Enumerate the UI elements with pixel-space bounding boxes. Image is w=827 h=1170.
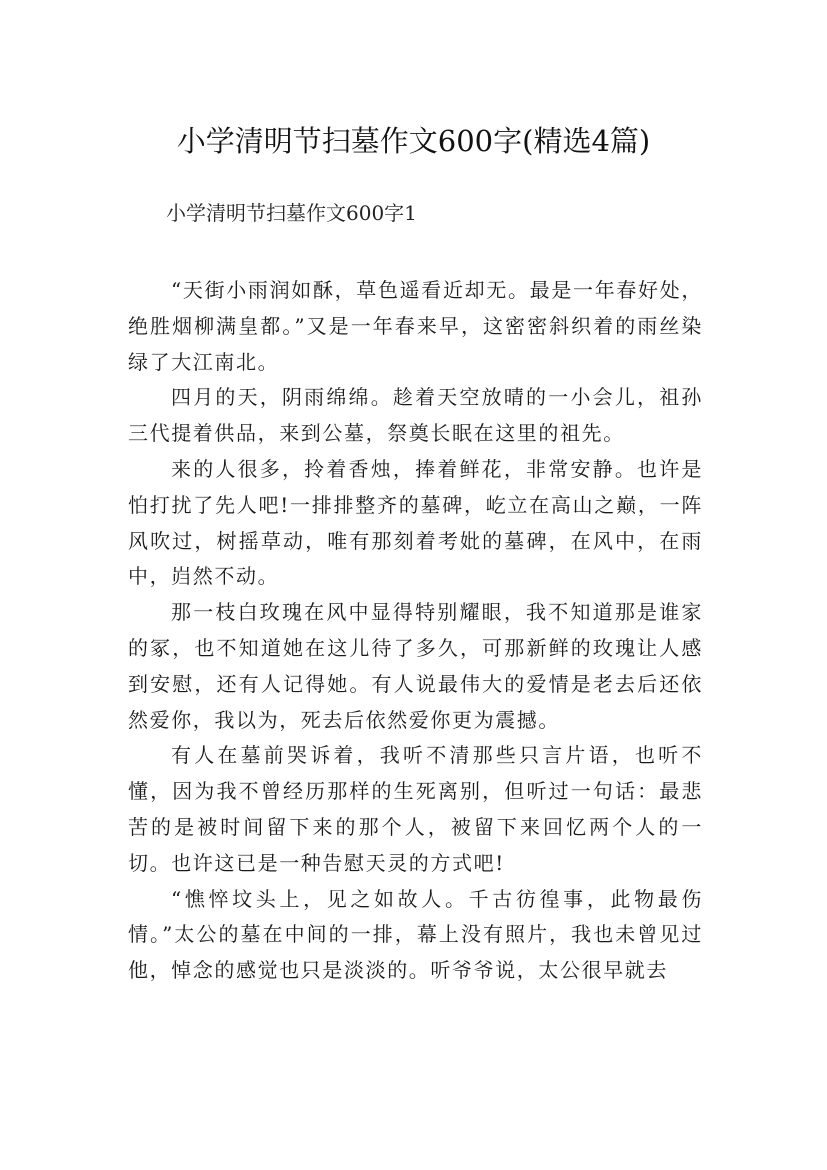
section-heading: 小学清明节扫墓作文600字1 bbox=[166, 201, 417, 225]
paragraph: 四月的天，阴雨绵绵。趁着天空放晴的一小会儿，祖孙三代提着供品，来到公墓，祭奠长眠在这里的祖先。 bbox=[128, 385, 703, 446]
document-body bbox=[128, 273, 703, 989]
paragraph: 那一枝白玫瑰在风中显得特别耀眼，我不知道那是谁家的冢，也不知道她在这儿待了多久，可那新鲜的玫瑰让人感到安慰，还有人记得她。有人说最伟大的爱情是老去后还依然爱你，我以为，死去后依然爱你更为震撼。 bbox=[128, 600, 703, 732]
document-title: 小学清明节扫墓作文600字(精选4篇) bbox=[176, 124, 651, 159]
paragraph: 有人在墓前哭诉着，我听不清那些只言片语，也听不懂，因为我不曾经历那样的生死离别，但听过一句话：最悲苦的是被时间留下来的那个人，被留下来回忆两个人的一切。也许这已是一种告慰天灵的方式吧! bbox=[128, 743, 703, 875]
paragraph: “憔悴坟头上，见之如故人。千古彷徨事，此物最伤情。”太公的墓在中间的一排，幕上没有照片，我也未曾见过他，悼念的感觉也只是淡淡的。听爷爷说，太公很早就去 bbox=[128, 886, 703, 983]
paragraph: 来的人很多，拎着香烛，捧着鲜花，非常安静。也许是怕打扰了先人吧!一排排整齐的墓碑，屹立在高山之巅，一阵风吹过，树摇草动，唯有那刻着考妣的墓碑，在风中，在雨中，岿然不动。 bbox=[128, 456, 703, 589]
paragraph: “天街小雨润如酥，草色遥看近却无。最是一年春好处，绝胜烟柳满皇都。”又是一年春来早，这密密斜织着的雨丝染绿了大江南北。 bbox=[128, 278, 703, 374]
